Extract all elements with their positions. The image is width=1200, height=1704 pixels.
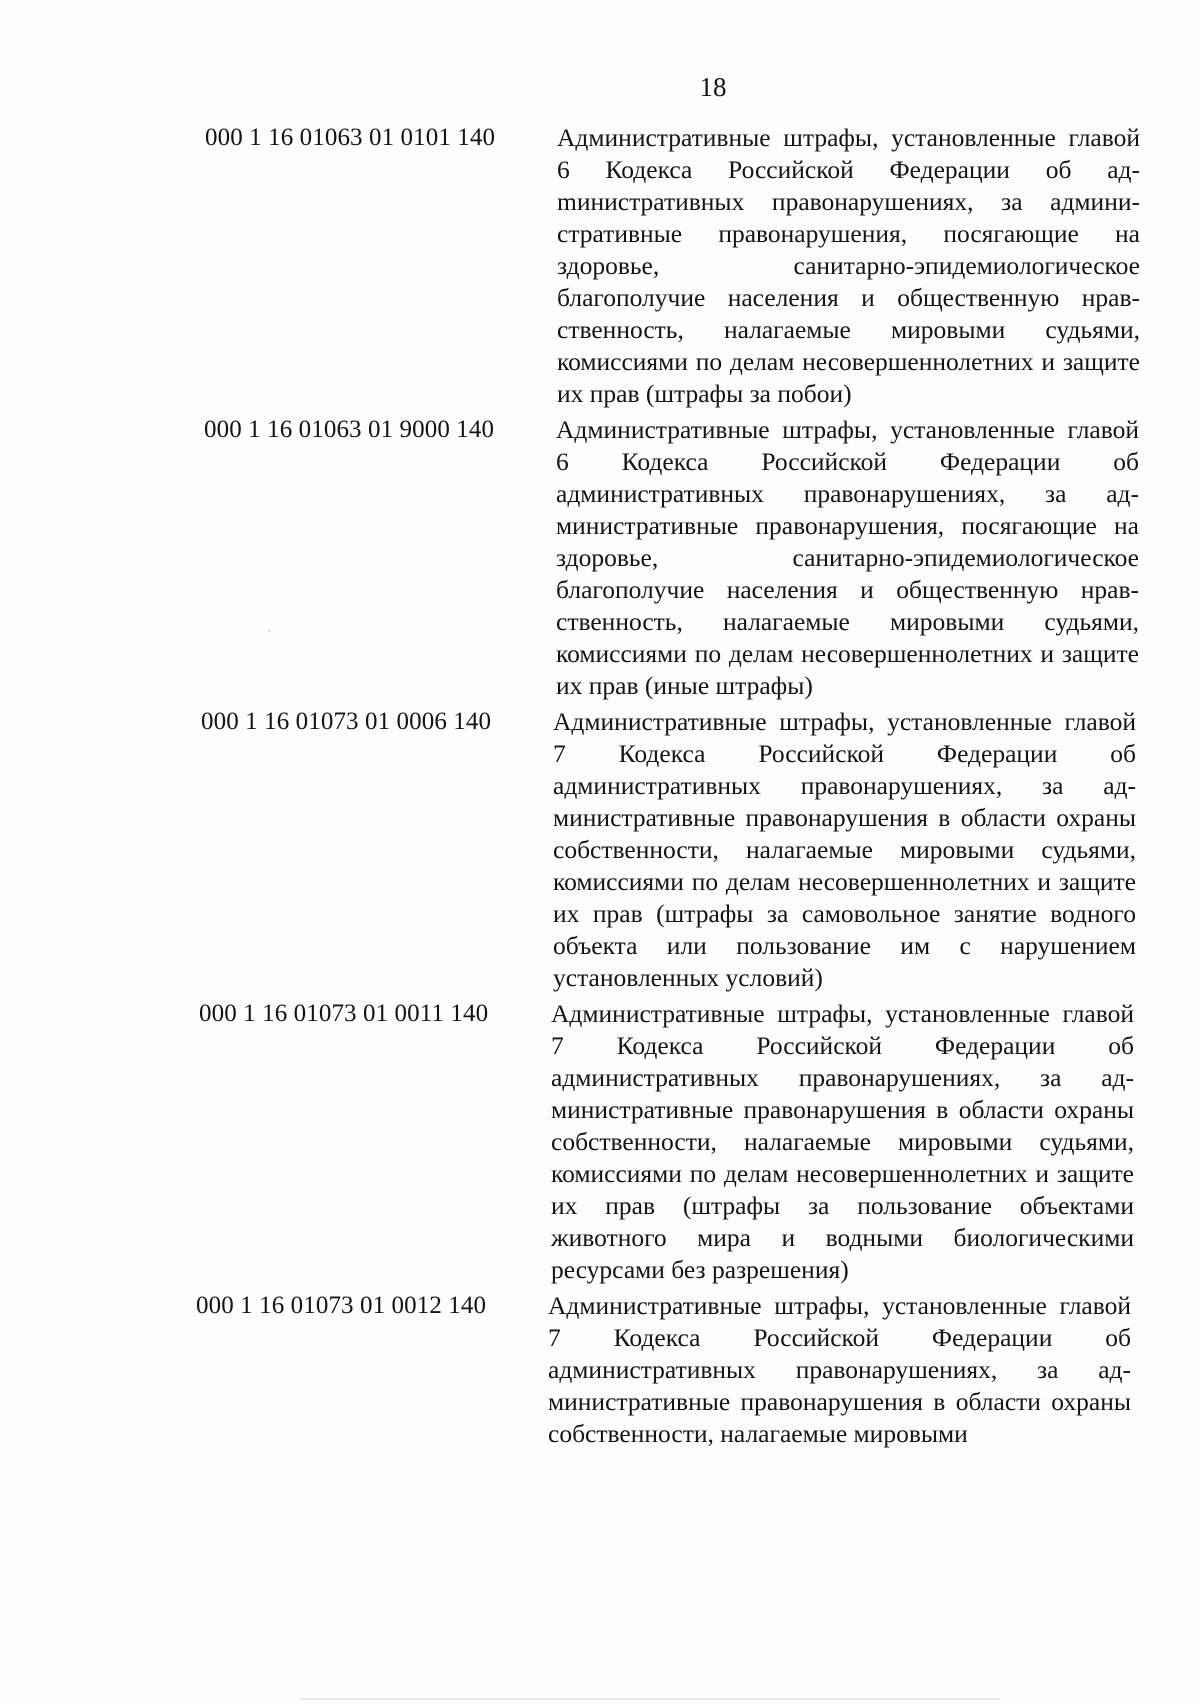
classification-code: 000 1 16 01073 01 0012 140	[196, 1292, 487, 1319]
classification-code: 000 1 16 01073 01 0006 140	[201, 708, 492, 735]
table-row	[0, 122, 1200, 410]
table-row	[0, 414, 1199, 702]
code-description: Административные штрафы, установленные главой 7 Кодекса Российской Федерации об административных правонарушениях, за административные правонарушения в области охраны собственности, налагаемые мировыми	[548, 1291, 1131, 1448]
classification-code: 000 1 16 01063 01 0101 140	[205, 124, 496, 151]
code-description: Административные штрафы, установленные главой 6 Кодекса Российской Федерации об адmинистративных правонарушениях, за административные правонарушения, посягающие на здоровье, санитарно-эпидемиологическое благополучие населения и общественную нравственность, налагаемые мировыми судьями, комиссиями по делам несовершеннолетних и защите их прав (штрафы за побои)	[557, 123, 1140, 408]
scan-artifact-line	[300, 1698, 1000, 1700]
table-row	[0, 998, 1194, 1286]
table-row	[0, 1290, 1191, 1450]
classification-code: 000 1 16 01073 01 0011 140	[199, 1000, 489, 1027]
code-description: Административные штрафы, установленные главой 7 Кодекса Российской Федерации об административных правонарушениях, за административные правонарушения в области охраны собственности, налагаемые мировыми судьями, комиссиями по делам несовершеннолетних и защите их прав (штрафы за пользование объектами животного мира и водными биологическими ресурсами без разрешения)	[551, 999, 1134, 1284]
page-number: 18	[699, 72, 727, 102]
budget-code-table	[0, 122, 1200, 1454]
code-description: Административные штрафы, установленные главой 6 Кодекса Российской Федерации об административных правонарушениях, за административные правонарушения, посягающие на здоровье, санитарно-эпидемиологическое благополучие населения и общественную нравственность, налагаемые мировыми судьями, комиссиями по делам несовершеннолетних и защите их прав (иные штрафы)	[556, 415, 1139, 700]
code-description: Административные штрафы, установленные главой 7 Кодекса Российской Федерации об административных правонарушениях, за административные правонарушения в области охраны собственности, налагаемые мировыми судьями, комиссиями по делам несовершеннолетних и защите их прав (штрафы за самовольное занятие водного объекта или пользование им с нарушением установленных условий)	[553, 707, 1136, 992]
classification-code: 000 1 16 01063 01 9000 140	[204, 416, 495, 443]
scan-artifact-dot	[268, 630, 270, 632]
table-row	[0, 706, 1196, 994]
